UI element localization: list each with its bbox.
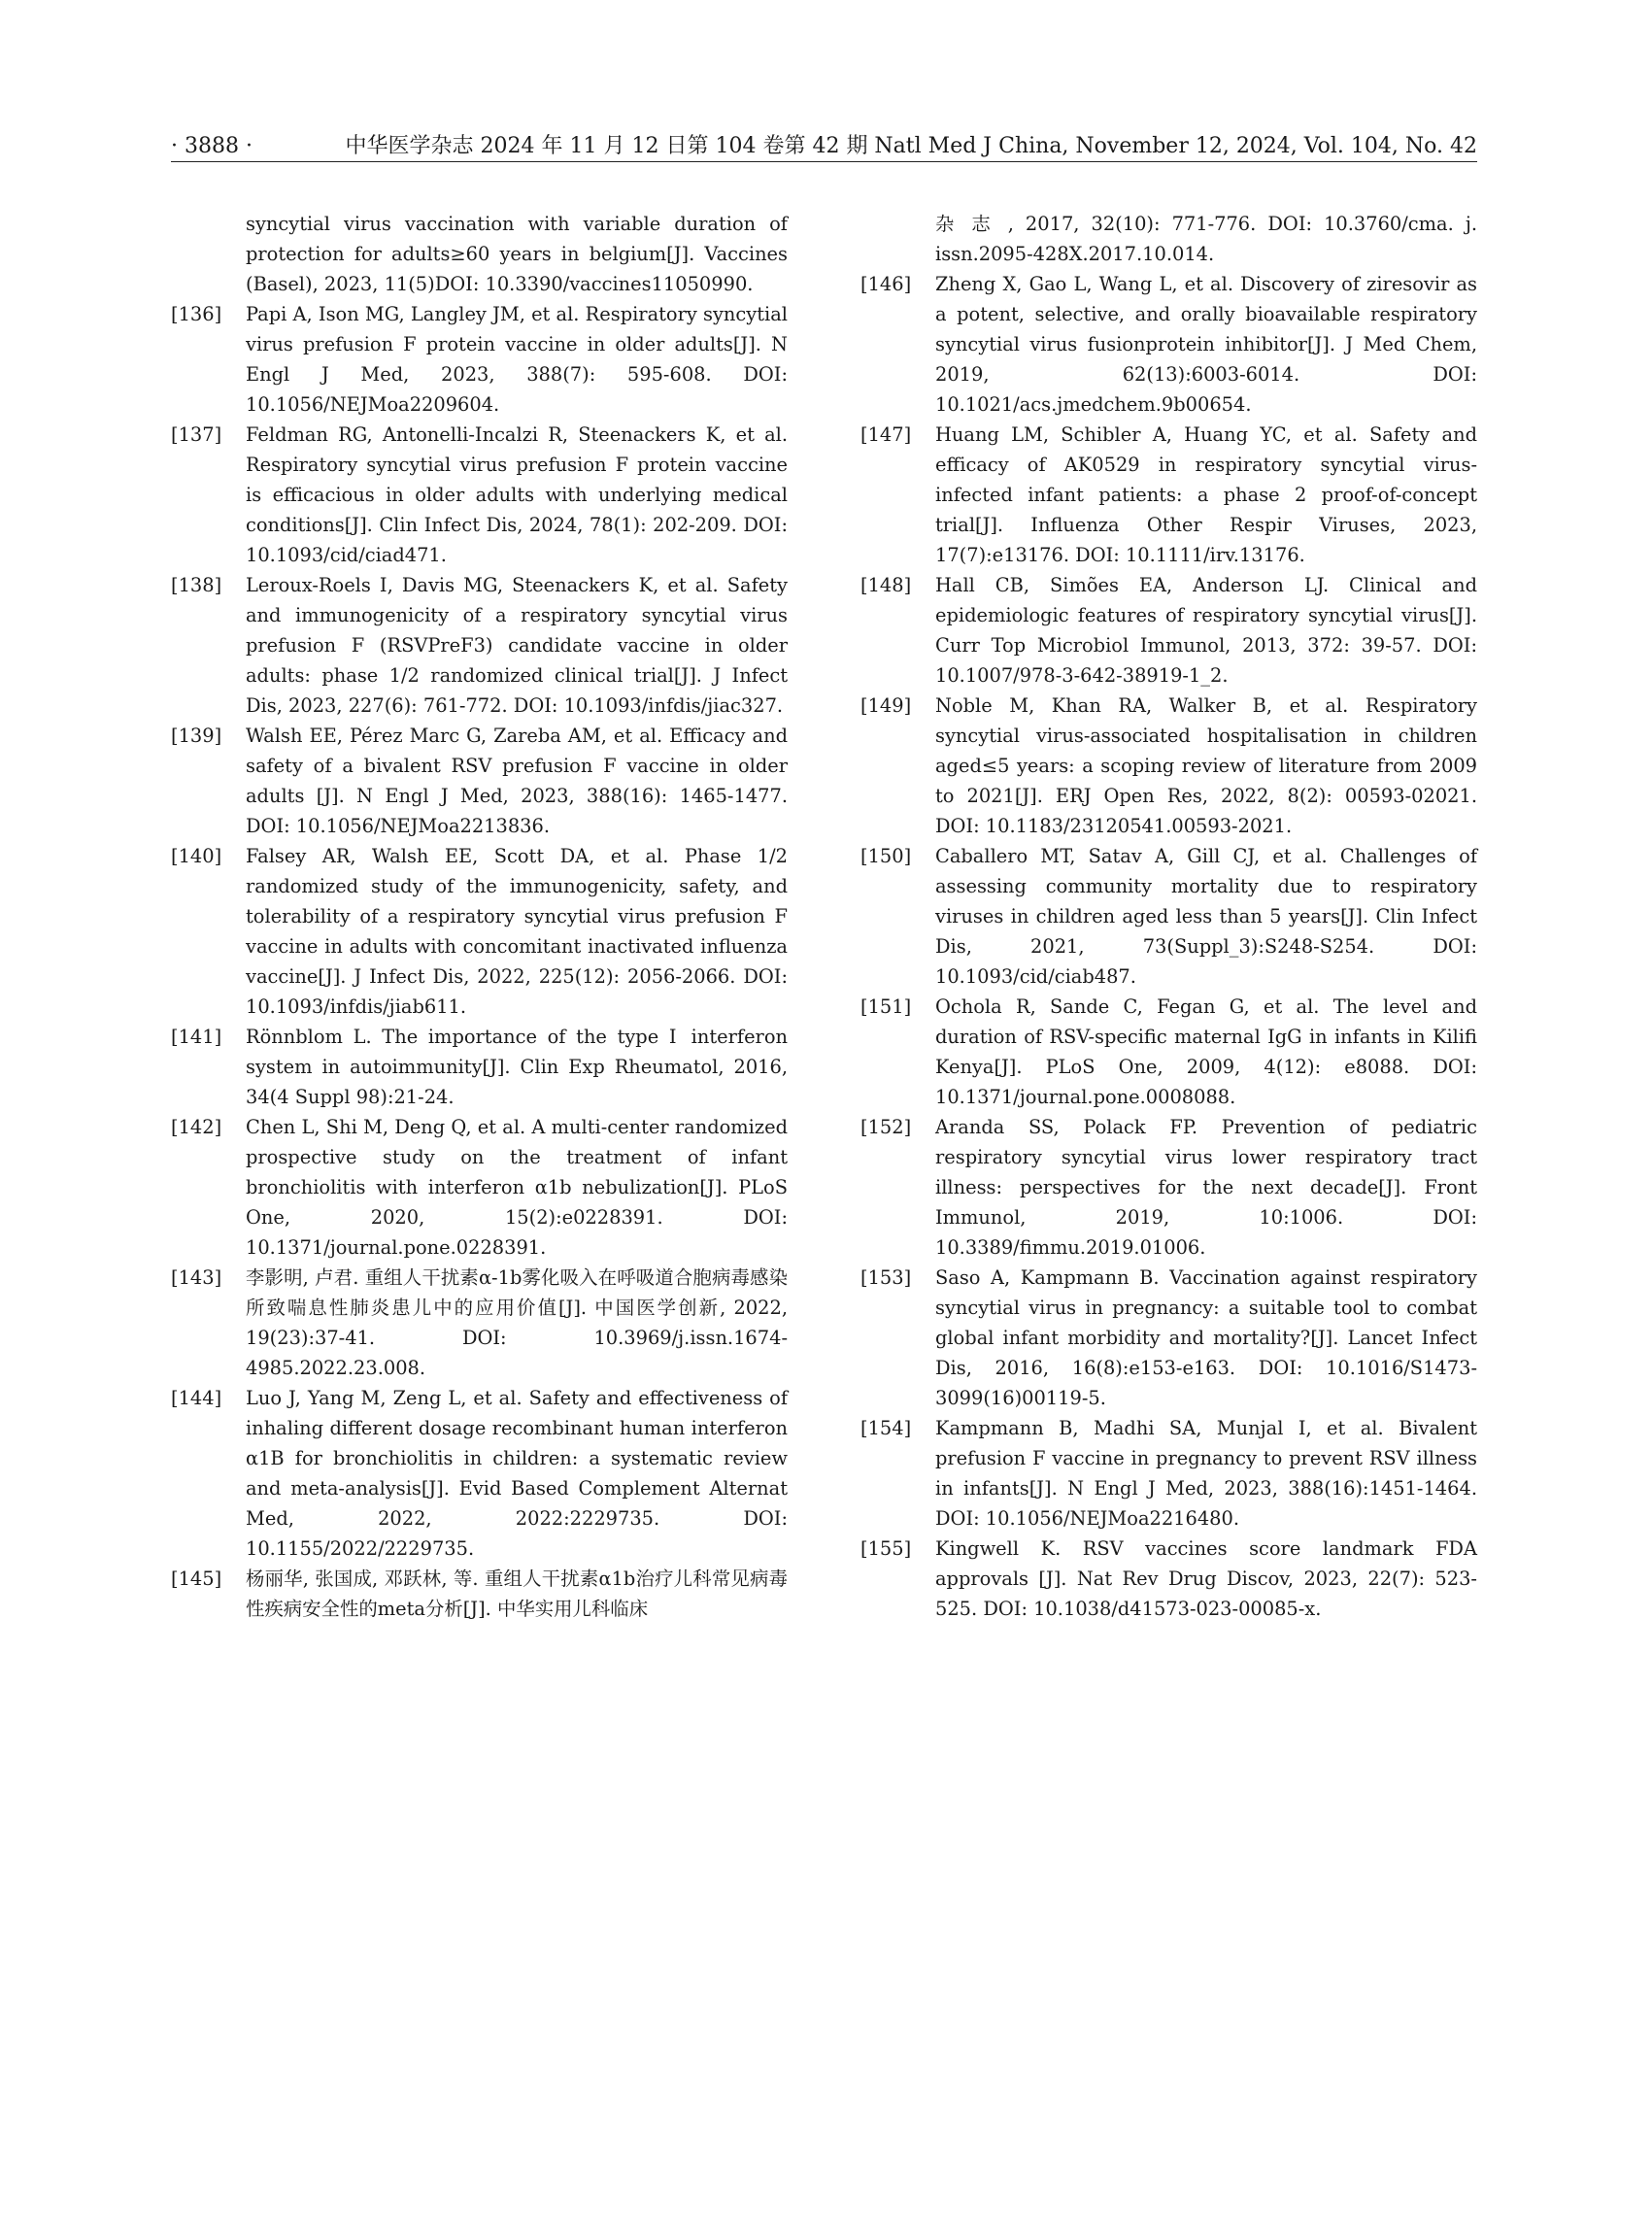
reference-entry [860, 841, 1477, 992]
reference-number: [145] [171, 1568, 222, 1590]
reference-number: [136] [171, 303, 222, 325]
reference-number: [137] [171, 423, 222, 446]
reference-number: [152] [860, 1116, 912, 1138]
reference-entry [171, 1564, 788, 1624]
reference-number: [139] [171, 725, 222, 747]
reference-entry [171, 1022, 788, 1112]
reference-entry [171, 1263, 788, 1383]
reference-text: Aranda SS, Polack FP. Prevention of pediatric respiratory syncytial virus lower respiratory tract illness: perspectives for the next decade[J]. Front Immunol, 2019, 10:1006. DOI: 10.3389/fimmu.2019.01006. [935, 1116, 1477, 1259]
reference-text: syncytial virus vaccination with variable duration of protection for adults≥60 years in belgium[J]. Vaccines (Basel), 2023, 11(5)DOI: 10.3390/vaccines11050990. [246, 213, 788, 295]
reference-text: Feldman RG, Antonelli-Incalzi R, Steenackers K, et al. Respiratory syncytial virus prefusion F protein vaccine is efficacious in older adults with underlying medical conditions[J]. Clin Infect Dis, 2024, 78(1): 202-209. DOI: 10.1093/cid/ciad471. [246, 423, 788, 566]
reference-column-left [171, 209, 788, 1624]
reference-entry [860, 1263, 1477, 1413]
reference-text: Kingwell K. RSV vaccines score landmark FDA approvals [J]. Nat Rev Drug Discov, 2023, 22(7): 523-525. DOI: 10.1038/d41573-023-00085-x. [935, 1537, 1477, 1620]
reference-entry [171, 1112, 788, 1263]
reference-text: 李影明, 卢君. 重组人干扰素α-1b雾化吸入在呼吸道合胞病毒感染所致喘息性肺炎患儿中的应用价值[J]. 中国医学创新, 2022, 19(23):37-41. DOI: 10.3969/j.issn.1674-4985.2022.23.008. [246, 1266, 788, 1379]
page-number: · 3888 · [171, 134, 253, 158]
reference-entry [860, 420, 1477, 570]
reference-text: Ochola R, Sande C, Fegan G, et al. The level and duration of RSV-specific maternal IgG in infants in Kilifi Kenya[J]. PLoS One, 2009, 4(12): e8088. DOI: 10.1371/journal.pone.0008088. [935, 995, 1477, 1108]
reference-number: [144] [171, 1387, 222, 1409]
reference-number: [142] [171, 1116, 222, 1138]
reference-entry [171, 721, 788, 841]
reference-entry [171, 299, 788, 420]
reference-text: 杂 志 , 2017, 32(10): 771-776. DOI: 10.3760/cma. j. issn.2095-428X.2017.10.014. [935, 213, 1477, 265]
reference-text: Huang LM, Schibler A, Huang YC, et al. Safety and efficacy of AK0529 in respiratory syncytial virus-infected infant patients: a phase 2 proof-of-concept trial[J]. Influenza Other Respir Viruses, 2023, 17(7):e13176. DOI: 10.1111/irv.13176. [935, 423, 1477, 566]
reference-text: Walsh EE, Pérez Marc G, Zareba AM, et al. Efficacy and safety of a bivalent RSV prefusion F vaccine in older adults [J]. N Engl J Med, 2023, 388(16): 1465-1477. DOI: 10.1056/NEJMoa2213836. [246, 725, 788, 837]
reference-text: Falsey AR, Walsh EE, Scott DA, et al. Phase 1/2 randomized study of the immunogenicity, safety, and tolerability of a respiratory syncytial virus prefusion F vaccine in adults with concomitant inactivated influenza vaccine[J]. J Infect Dis, 2022, 225(12): 2056-2066. DOI: 10.1093/infdis/jiab611. [246, 845, 788, 1018]
reference-entry [860, 570, 1477, 691]
journal-citation-line: 中华医学杂志 2024 年 11 月 12 日第 104 卷第 42 期 Natl Med J China, November 12, 2024, Vol. 104, No. 42 [345, 134, 1477, 158]
reference-entry [860, 1413, 1477, 1534]
reference-number: [150] [860, 845, 912, 867]
reference-number: [141] [171, 1026, 222, 1048]
reference-number: [147] [860, 423, 912, 446]
reference-entry [171, 570, 788, 721]
page-header [171, 128, 1477, 162]
reference-entry [860, 691, 1477, 841]
reference-text: Kampmann B, Madhi SA, Munjal I, et al. Bivalent prefusion F vaccine in pregnancy to prevent RSV illness in infants[J]. N Engl J Med, 2023, 388(16):1451-1464. DOI: 10.1056/NEJMoa2216480. [935, 1417, 1477, 1530]
reference-entry [171, 420, 788, 570]
reference-number: [154] [860, 1417, 912, 1439]
reference-entry [860, 1534, 1477, 1624]
reference-number: [138] [171, 574, 222, 596]
reference-text: Leroux-Roels I, Davis MG, Steenackers K, et al. Safety and immunogenicity of a respiratory syncytial virus prefusion F (RSVPreF3) candidate vaccine in older adults: phase 1/2 randomized clinical trial[J]. J Infect Dis, 2023, 227(6): 761-772. DOI: 10.1093/infdis/jiac327. [246, 574, 788, 717]
reference-number: [155] [860, 1537, 912, 1560]
reference-text: Zheng X, Gao L, Wang L, et al. Discovery of ziresovir as a potent, selective, and orally bioavailable respiratory syncytial virus fusionprotein inhibitor[J]. J Med Chem, 2019, 62(13):6003-6014. DOI: 10.1021/acs.jmedchem.9b00654. [935, 273, 1477, 416]
reference-entry [860, 992, 1477, 1112]
reference-number: [146] [860, 273, 912, 295]
reference-column-right [860, 209, 1477, 1624]
reference-text: Hall CB, Simões EA, Anderson LJ. Clinical and epidemiologic features of respiratory syncytial virus[J]. Curr Top Microbiol Immunol, 2013, 372: 39-57. DOI: 10.1007/978-3-642-38919-1_2. [935, 574, 1477, 687]
reference-text: Caballero MT, Satav A, Gill CJ, et al. Challenges of assessing community mortality due to respiratory viruses in children aged less than 5 years[J]. Clin Infect Dis, 2021, 73(Suppl_3):S248-S254. DOI: 10.1093/cid/ciab487. [935, 845, 1477, 988]
reference-entry [171, 1383, 788, 1564]
reference-entry [860, 209, 1477, 269]
reference-entry [860, 269, 1477, 420]
reference-entry [860, 1112, 1477, 1263]
reference-text: 杨丽华, 张国成, 邓跃林, 等. 重组人干扰素α1b治疗儿科常见病毒性疾病安全性的meta分析[J]. 中华实用儿科临床 [246, 1568, 788, 1620]
reference-number: [140] [171, 845, 222, 867]
reference-number: [149] [860, 694, 912, 717]
reference-text: Luo J, Yang M, Zeng L, et al. Safety and effectiveness of inhaling different dosage recombinant human interferon α1B for bronchiolitis in children: a systematic review and meta-analysis[J]. Evid Based Complement Alternat Med, 2022, 2022:2229735. DOI: 10.1155/2022/2229735. [246, 1387, 788, 1560]
reference-text: Saso A, Kampmann B. Vaccination against respiratory syncytial virus in pregnancy: a suitable tool to combat global infant morbidity and mortality?[J]. Lancet Infect Dis, 2016, 16(8):e153-e163. DOI: 10.1016/S1473-3099(16)00119-5. [935, 1266, 1477, 1409]
reference-text: Noble M, Khan RA, Walker B, et al. Respiratory syncytial virus-associated hospitalisation in children aged≤5 years: a scoping review of literature from 2009 to 2021[J]. ERJ Open Res, 2022, 8(2): 00593-02021. DOI: 10.1183/23120541.00593-2021. [935, 694, 1477, 837]
reference-number: [151] [860, 995, 912, 1018]
reference-text: Rönnblom L. The importance of the type Ⅰ interferon system in autoimmunity[J]. Clin Exp Rheumatol, 2016, 34(4 Suppl 98):21-24. [246, 1026, 788, 1108]
reference-number: [153] [860, 1266, 912, 1289]
reference-entry [171, 841, 788, 1022]
reference-number: [148] [860, 574, 912, 596]
reference-entry [171, 209, 788, 299]
reference-text: Papi A, Ison MG, Langley JM, et al. Respiratory syncytial virus prefusion F protein vaccine in older adults[J]. N Engl J Med, 2023, 388(7): 595-608. DOI: 10.1056/NEJMoa2209604. [246, 303, 788, 416]
reference-number: [143] [171, 1266, 222, 1289]
reference-text: Chen L, Shi M, Deng Q, et al. A multi-center randomized prospective study on the treatment of infant bronchiolitis with interferon α1b nebulization[J]. PLoS One, 2020, 15(2):e0228391. DOI: 10.1371/journal.pone.0228391. [246, 1116, 788, 1259]
